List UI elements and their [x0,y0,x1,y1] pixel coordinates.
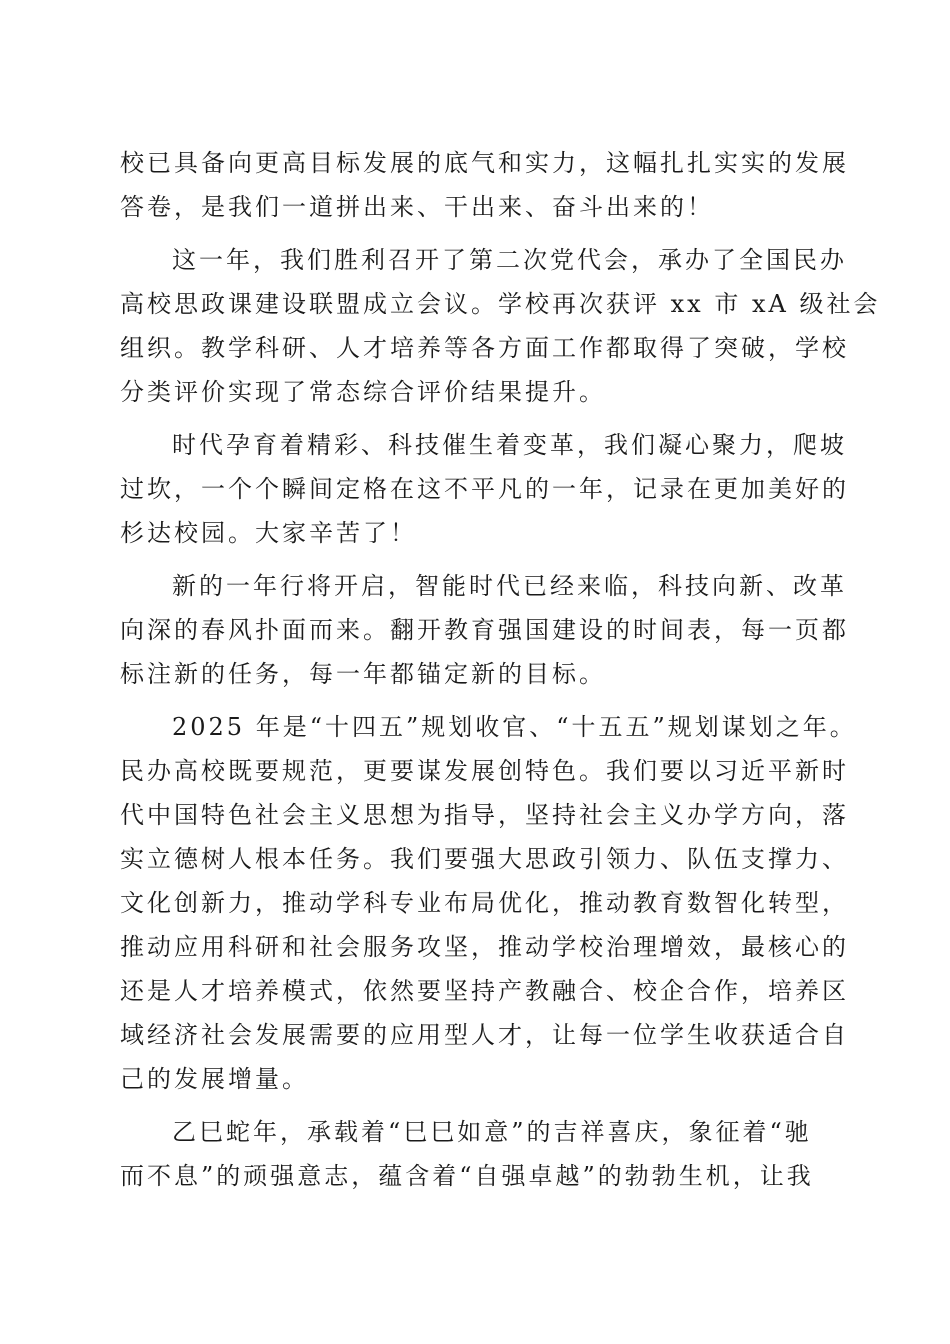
paragraph-line: 民办高校既要规范，更要谋发展创特色。我们要以习近平新时 [120,757,849,785]
paragraph-line: 新的一年行将开启，智能时代已经来临，科技向新、改革 [172,572,847,600]
paragraph-line: 实立德树人根本任务。我们要强大思政引领力、队伍支撑力、 [120,845,849,873]
paragraph [120,705,857,1101]
paragraph-line: 这一年，我们胜利召开了第二次党代会，承办了全国民办 [172,246,847,274]
paragraph [120,423,849,555]
paragraph [120,1110,840,1198]
paragraph-line: 代中国特色社会主义思想为指导，坚持社会主义办学方向，落 [120,801,849,829]
paragraph-line: 文化创新力，推动学科专业布局优化，推动教育数智化转型， [120,889,849,917]
paragraph-line: 答卷，是我们一道拼出来、干出来、奋斗出来的！ [120,193,714,221]
paragraph-line: 标注新的任务，每一年都锚定新的目标。 [120,660,606,688]
document-body [120,141,881,1198]
paragraph-line: 而不息”的顽强意志，蕴含着“自强卓越”的勃勃生机，让我 [120,1162,814,1190]
paragraph-line: 2025 年是“十四五”规划收官、“十五五”规划谋划之年。 [172,713,857,741]
paragraph-line: 组织。教学科研、人才培养等各方面工作都取得了突破，学校 [120,334,849,362]
paragraph-line: 杉达校园。大家辛苦了！ [120,519,417,547]
paragraph-line: 推动应用科研和社会服务攻坚，推动学校治理增效，最核心的 [120,933,849,961]
paragraph-line: 己的发展增量。 [120,1065,309,1093]
paragraph-line: 过坎，一个个瞬间定格在这不平凡的一年，记录在更加美好的 [120,475,849,503]
paragraph [120,141,849,229]
paragraph-line: 向深的春风扑面而来。翻开教育强国建设的时间表，每一页都 [120,616,849,644]
paragraph-line: 高校思政课建设联盟成立会议。学校再次获评 xx 市 xA 级社会 [120,290,881,318]
paragraph [120,564,849,696]
paragraph [120,238,881,414]
paragraph-line: 还是人才培养模式，依然要坚持产教融合、校企合作，培养区 [120,977,849,1005]
paragraph-line: 分类评价实现了常态综合评价结果提升。 [120,378,606,406]
paragraph-line: 域经济社会发展需要的应用型人才，让每一位学生收获适合自 [120,1021,849,1049]
paragraph-line: 校已具备向更高目标发展的底气和实力，这幅扎扎实实的发展 [120,149,849,177]
paragraph-line: 乙巳蛇年，承载着“巳巳如意”的吉祥喜庆，象征着“驰 [172,1118,812,1146]
paragraph-line: 时代孕育着精彩、科技催生着变革，我们凝心聚力，爬坡 [172,431,847,459]
